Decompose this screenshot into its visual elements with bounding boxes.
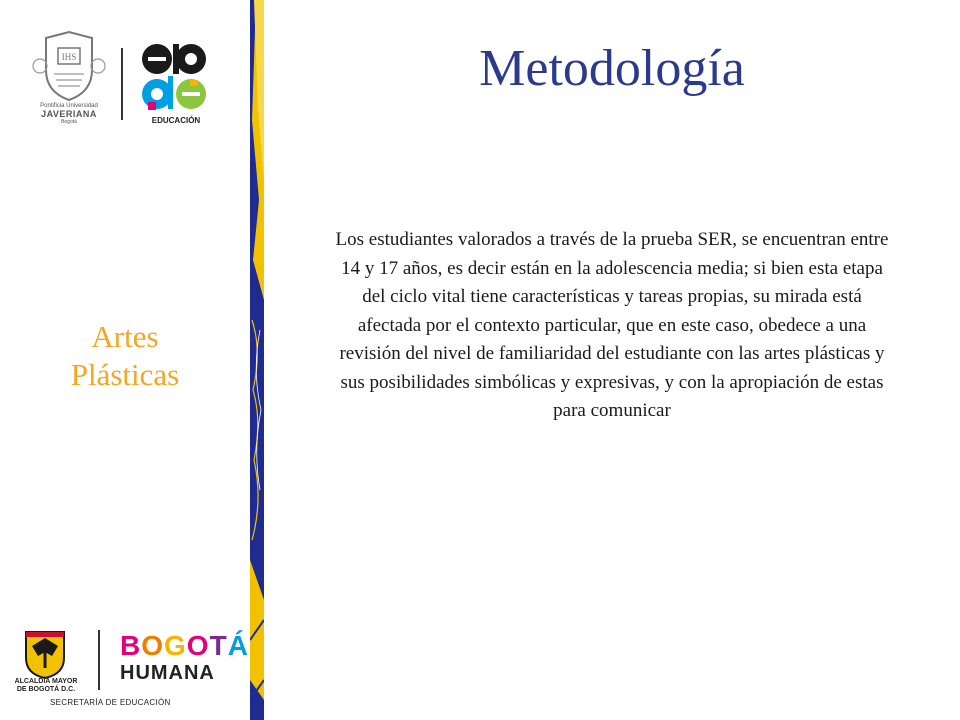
subject-line1: Artes (91, 319, 159, 354)
bogota-letter: O (186, 630, 210, 661)
alcaldia-line1: ALCALDÍA MAYOR (14, 678, 78, 685)
humana-wordmark: HUMANA (120, 662, 215, 684)
javeriana-wordmark (28, 102, 110, 126)
top-logos (28, 30, 218, 135)
javeriana-line1: Pontificia Universidad (40, 103, 98, 109)
left-panel (0, 0, 250, 720)
javeriana-line3: Bogotá (61, 119, 77, 125)
alcaldia-line2: DE BOGOTÁ D.C. (16, 686, 76, 693)
bogota-letter: T (209, 630, 228, 661)
bogota-letter: G (164, 630, 187, 661)
subject-line2: Plásticas (70, 357, 180, 392)
bottom-logos (8, 622, 249, 714)
bottom-logo-divider (98, 630, 100, 690)
javeriana-line2: JAVERIANA (41, 109, 97, 119)
body-paragraph: Los estudiantes valorados a través de la prueba SER, se encuentran entre 14 y 17 años, es decir están en la adolescencia media; si bien esta etapa del ciclo vital tiene características y tareas propias, su mirada está afectada por el contexto particular, que en este caso, obedece a una revisión del nivel de familiaridad del estudiante con las artes plásticas y sus posibilidades simbólicas y expresivas, y con la apropiación de estas para comunicar (335, 229, 889, 421)
art-strip (250, 0, 264, 720)
page-title: Metodología (479, 40, 745, 97)
rede-caption: EDUCACIÓN (151, 116, 201, 125)
subject-label (0, 318, 250, 394)
bogota-letter: Á (227, 630, 249, 661)
logo-divider (121, 48, 123, 120)
bogota-letter: O (141, 630, 165, 661)
bogota-letter: B (120, 630, 142, 661)
bogota-wordmark (120, 632, 249, 660)
bogota-shield-icon (22, 628, 68, 680)
svg-text:IHS: IHS (61, 52, 77, 62)
secretaria-label: SECRETARÍA DE EDUCACIÓN (50, 698, 171, 707)
rede-logo-icon (140, 42, 210, 112)
alcaldia-wordmark (8, 678, 84, 694)
